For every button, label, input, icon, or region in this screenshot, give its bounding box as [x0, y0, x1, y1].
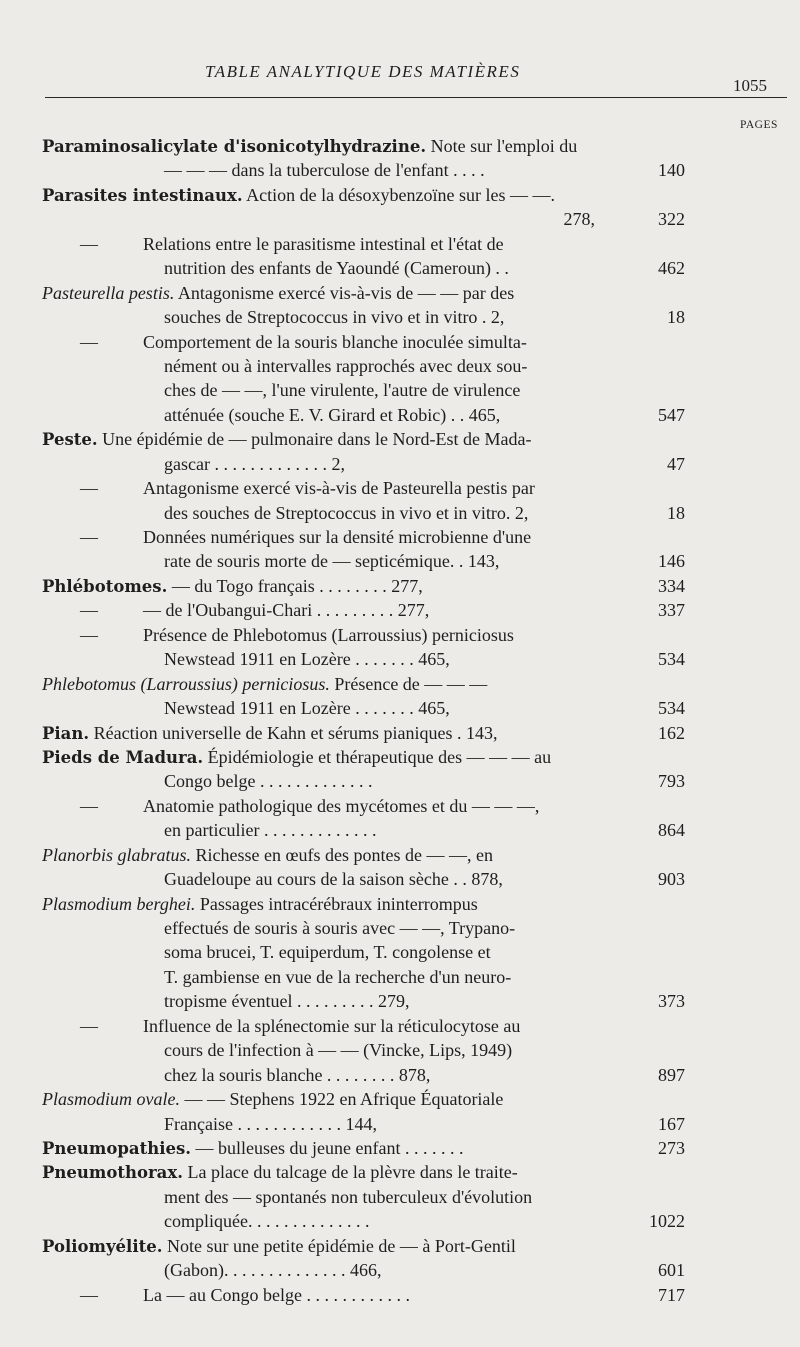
index-line-text: [143, 232, 504, 256]
header-rule: [45, 97, 787, 98]
index-line: [0, 818, 800, 842]
index-line: [0, 1185, 800, 1209]
entry-heading: Paraminosalicylate d'isonicotylhydrazine.: [42, 137, 427, 156]
ditto-dash: —: [80, 331, 98, 352]
index-line-text: [42, 1087, 503, 1111]
index-line: [0, 1014, 800, 1038]
index-line: [0, 183, 800, 207]
index-line: [0, 134, 800, 158]
index-line: [0, 232, 800, 256]
index-line-text: [164, 1209, 369, 1233]
entry-text: effectués de souris à souris avec — —, Trypano-: [164, 918, 516, 938]
entry-text: atténuée (souche E. V. Girard et Robic) . . 465,: [164, 404, 501, 425]
index-line-text: [143, 623, 514, 647]
page-reference: 534: [658, 649, 685, 670]
entry-heading-italic: Phlebotomus (Larroussius) perniciosus.: [42, 673, 330, 694]
entry-text: Française . . . . . . . . . . . . 144,: [164, 1113, 377, 1134]
entry-heading: Peste.: [42, 430, 98, 450]
entry-heading-italic: Plasmodium berghei.: [42, 893, 196, 914]
index-line-text: [143, 1014, 520, 1038]
page-number: 1055: [733, 76, 767, 95]
index-line: [0, 623, 800, 647]
index-line-text: [42, 1160, 518, 1185]
page-reference: 547: [658, 404, 685, 425]
running-header: [0, 62, 800, 95]
entry-text: des souches de Streptococcus in vivo et in vitro. 2,: [164, 502, 529, 523]
ditto-dash: —: [80, 795, 98, 816]
index-line-text: [143, 794, 539, 818]
entry-text: Réaction universelle de Kahn et sérums pianiques . 143,: [89, 722, 498, 743]
index-line-text: [164, 989, 409, 1013]
page-reference: 273: [658, 1137, 685, 1158]
entry-text: cours de l'infection à — — (Vincke, Lips, 1949): [164, 1040, 513, 1061]
index-line-text: [42, 134, 577, 159]
entry-text: rate de souris morte de — septicémique. . 143,: [164, 551, 500, 572]
index-line: [0, 769, 800, 793]
page-reference: 793: [658, 771, 685, 792]
index-line: [0, 989, 800, 1013]
page-reference: 162: [658, 722, 685, 743]
index-line-text: [42, 843, 493, 867]
index-line-text: [164, 940, 491, 964]
page-reference: 903: [658, 869, 685, 890]
entry-text: souches de Streptococcus in vivo et in vitro . 2,: [164, 307, 505, 328]
index-line: [0, 525, 800, 549]
entry-text: nutrition des enfants de Yaoundé (Cameroun) . .: [164, 258, 509, 279]
ditto-dash: —: [80, 478, 98, 499]
page-reference: 337: [658, 600, 685, 621]
index-line: [0, 427, 800, 451]
page-reference: 534: [658, 698, 685, 719]
index-line-text: [42, 892, 478, 916]
index-line: [0, 1160, 800, 1184]
entry-text: Note sur une petite épidémie de — à Port-Gentil: [162, 1235, 516, 1256]
index-line-text: [164, 549, 499, 573]
page-reference: 47: [667, 453, 685, 474]
index-line-text: [164, 1185, 532, 1209]
index-line-text: [164, 696, 450, 720]
page-reference: 140: [658, 160, 685, 181]
page-reference: 897: [658, 1064, 685, 1085]
page-reference: 1022: [649, 1211, 685, 1232]
entry-text: — de l'Oubangui-Chari . . . . . . . . . 277,: [143, 600, 430, 621]
entry-heading: Poliomyélite.: [42, 1236, 163, 1256]
entry-text: Relations entre le parasitisme intestinal et l'état de: [143, 233, 504, 254]
page-reference: 373: [658, 991, 685, 1012]
running-title: TABLE ANALYTIQUE DES MATIÈRES: [205, 62, 521, 81]
index-line: [0, 1136, 800, 1160]
index-line: [0, 330, 800, 354]
index-line-text: [164, 647, 450, 671]
index-line: [0, 721, 800, 745]
entry-text: — bulleuses du jeune enfant . . . . . . .: [191, 1137, 464, 1158]
index-line-text: [164, 1038, 512, 1062]
page-reference: 334: [658, 575, 685, 596]
entry-text: Action de la désoxybenzoïne sur les — —.: [242, 184, 556, 205]
entry-text: tropisme éventuel . . . . . . . . . 279,: [164, 991, 410, 1012]
index-line-text: [164, 1112, 377, 1136]
entry-text: Épidémiologie et thérapeutique des — — — au: [203, 746, 552, 767]
entry-text: T. gambiense en vue de la recherche d'un neuro-: [164, 966, 512, 987]
index-line-text: [42, 427, 532, 452]
entry-text: Influence de la splénectomie sur la réticulocytose au: [143, 1015, 521, 1036]
entry-text: ment des — spontanés non tuberculeux d'évolution: [164, 1186, 533, 1207]
entry-text: — — Stephens 1922 en Afrique Équatoriale: [179, 1089, 504, 1110]
index-line-text: [143, 525, 531, 549]
entry-text: Guadeloupe au cours de la saison sèche . . 878,: [164, 869, 503, 890]
entry-text: Note sur l'emploi du: [426, 136, 578, 156]
index-line: [0, 574, 800, 598]
index-line: [0, 965, 800, 989]
entry-text: Une épidémie de — pulmonaire dans le Nord-Est de Mada-: [97, 429, 532, 450]
index-entries: [0, 134, 800, 1307]
index-line: [0, 647, 800, 671]
index-line: [0, 794, 800, 818]
pages-column-label: PAGES: [740, 119, 778, 131]
index-line: [0, 1063, 800, 1087]
index-line-text: [164, 965, 511, 989]
index-line: [0, 1283, 800, 1307]
index-line-text: [164, 1258, 381, 1282]
index-line-text: [42, 745, 551, 770]
entry-text: — — — dans la tuberculose de l'enfant . . . .: [164, 160, 485, 181]
index-line-text: [164, 916, 515, 940]
index-line: [0, 549, 800, 573]
entry-text: Richesse en œufs des pontes de — —, en: [191, 844, 493, 865]
entry-text: 278,: [563, 209, 595, 230]
index-line-text: [164, 305, 504, 329]
index-line: [0, 1258, 800, 1282]
index-line: [0, 892, 800, 916]
entry-text: chez la souris blanche . . . . . . . . 878,: [164, 1064, 431, 1085]
index-line: [0, 476, 800, 500]
index-line: [0, 867, 800, 891]
index-line-text: [164, 354, 527, 378]
index-line: [0, 158, 800, 182]
index-line-text: [42, 721, 498, 746]
index-line: [0, 378, 800, 402]
index-line-text: [42, 574, 423, 599]
index-line-text: [42, 281, 514, 305]
page-reference: 864: [658, 820, 685, 841]
ditto-dash: —: [80, 1015, 98, 1036]
page-reference: 18: [667, 502, 685, 523]
entry-text: — du Togo français . . . . . . . . 277,: [167, 575, 423, 596]
ditto-dash: —: [80, 600, 98, 621]
page-reference: 462: [658, 258, 685, 279]
index-line: [0, 672, 800, 696]
entry-text: La — au Congo belge . . . . . . . . . . . .: [143, 1284, 410, 1305]
entry-text: Présence de — — —: [329, 673, 488, 694]
index-line-text: [164, 867, 503, 891]
entry-text: gascar . . . . . . . . . . . . . 2,: [164, 453, 345, 474]
entry-text: Antagonisme exercé vis-à-vis de Pasteurella pestis par: [143, 478, 535, 499]
page-reference: 167: [658, 1113, 685, 1134]
ditto-dash: —: [80, 527, 98, 547]
entry-text: ches de — —, l'une virulente, l'autre de virulence: [164, 380, 521, 401]
index-line: [0, 1112, 800, 1136]
entry-text: Comportement de la souris blanche inoculée simulta-: [143, 331, 527, 352]
entry-text: compliquée. . . . . . . . . . . . . .: [164, 1211, 370, 1232]
index-line: [0, 354, 800, 378]
entry-text: Présence de Phlebotomus (Larroussius) perniciosus: [143, 624, 514, 645]
entry-text: Congo belge . . . . . . . . . . . . .: [164, 771, 373, 792]
entry-text: en particulier . . . . . . . . . . . . .: [164, 820, 377, 841]
index-line-text: [164, 158, 485, 182]
entry-text: La place du talcage de la plèvre dans le traite-: [182, 1162, 518, 1183]
index-line: [0, 696, 800, 720]
index-line: [0, 305, 800, 329]
entry-heading: Pneumopathies.: [42, 1138, 192, 1158]
entry-text: nément ou à intervalles rapprochés avec deux sou-: [164, 355, 528, 376]
page-reference: 18: [667, 307, 685, 328]
entry-text: soma brucei, T. equiperdum, T. congolense et: [164, 942, 491, 963]
entry-heading-italic: Plasmodium ovale.: [42, 1089, 180, 1110]
ditto-dash: —: [80, 233, 98, 254]
index-line-text: [164, 501, 528, 525]
index-line-text: [42, 1136, 463, 1161]
index-line-text: [164, 769, 373, 793]
index-line: [0, 207, 800, 231]
entry-text: Données numériques sur la densité microbienne d'une: [143, 527, 532, 547]
index-line-text: [164, 452, 345, 476]
index-line-text: [164, 818, 376, 842]
entry-text: Newstead 1911 en Lozère . . . . . . . 465,: [164, 698, 450, 719]
index-line: [0, 256, 800, 280]
index-line: [0, 1087, 800, 1111]
entry-text: Passages intracérébraux ininterrompus: [195, 893, 478, 914]
index-line-text: [164, 403, 500, 427]
index-line-text: [164, 256, 509, 280]
index-line: [0, 843, 800, 867]
index-line-text: [164, 378, 520, 402]
index-line: [0, 1209, 800, 1233]
entry-text: Antagonisme exercé vis-à-vis de — — par des: [174, 282, 515, 303]
index-line-text: [42, 183, 555, 208]
entry-heading-italic: Pasteurella pestis.: [42, 282, 175, 303]
index-line: [0, 1234, 800, 1258]
index-line-text: [42, 672, 487, 696]
index-line-text: [164, 1063, 430, 1087]
entry-heading: Pieds de Madura.: [42, 747, 204, 767]
index-line: [0, 452, 800, 476]
entry-heading: Parasites intestinaux.: [42, 185, 243, 205]
index-line-text: [143, 476, 535, 500]
index-line: [0, 281, 800, 305]
page-reference: 146: [658, 551, 685, 572]
page-reference: 322: [658, 209, 685, 230]
index-line-text: [42, 1234, 516, 1259]
index-line-text: [143, 598, 429, 622]
entry-text: Newstead 1911 en Lozère . . . . . . . 465,: [164, 649, 450, 670]
index-line: [0, 501, 800, 525]
index-line-text: [143, 1283, 410, 1307]
index-line: [0, 940, 800, 964]
entry-heading: Pian.: [42, 723, 90, 743]
ditto-dash: —: [80, 1284, 98, 1305]
page-reference: 717: [658, 1284, 685, 1305]
index-line-text: [564, 207, 596, 231]
entry-heading: Phlébotomes.: [42, 576, 168, 596]
index-line: [0, 403, 800, 427]
entry-heading-italic: Planorbis glabratus.: [42, 844, 192, 865]
index-line: [0, 916, 800, 940]
index-line: [0, 745, 800, 769]
page-reference: 601: [658, 1260, 685, 1281]
entry-text: (Gabon). . . . . . . . . . . . . . 466,: [164, 1260, 382, 1281]
index-line-text: [143, 330, 527, 354]
index-line: [0, 1038, 800, 1062]
index-line: [0, 598, 800, 622]
entry-heading: Pneumothorax.: [42, 1163, 183, 1183]
entry-text: Anatomie pathologique des mycétomes et du — — —,: [143, 795, 540, 816]
ditto-dash: —: [80, 624, 98, 645]
